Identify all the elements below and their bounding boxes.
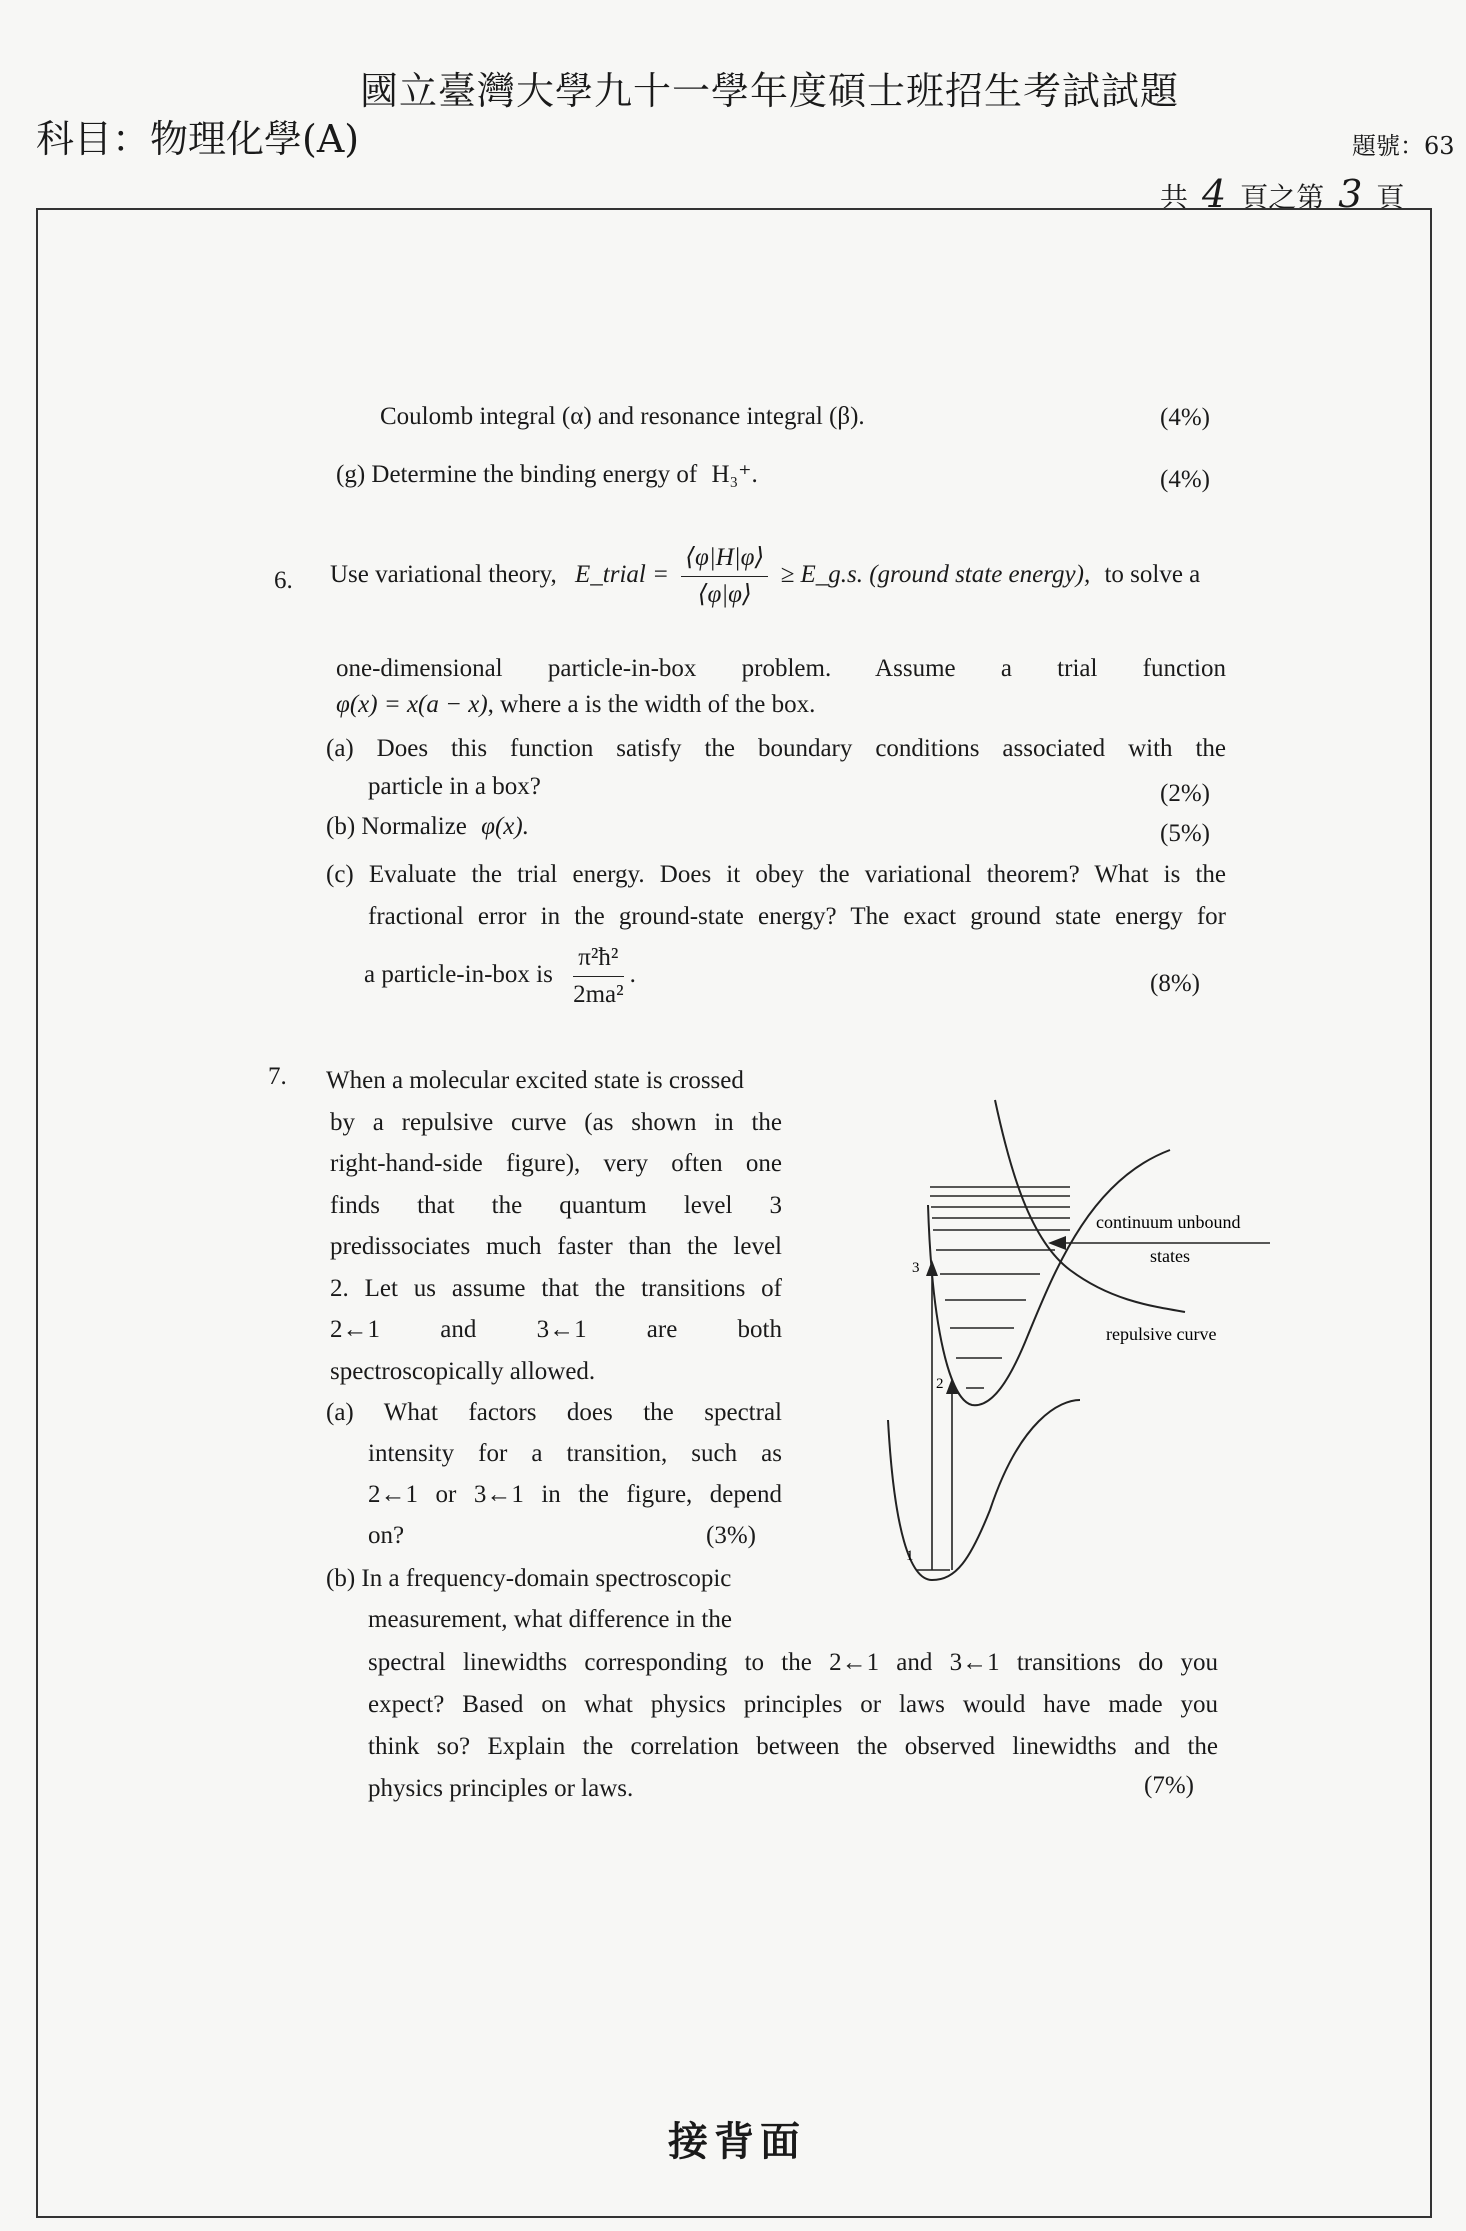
label-continuum: continuum unbound [1096, 1212, 1241, 1232]
q7-b-line-1: measurement, what difference in the [368, 1606, 732, 1633]
question-number: 題號：63 [1352, 132, 1455, 160]
q7-b-full-line-0: spectral linewidths corresponding to the 2←1 and 3←1 transitions do you [368, 1649, 1218, 1676]
pages-current: 3 [1338, 172, 1363, 216]
q6-tail: to solve a [1104, 561, 1201, 589]
q6-b-line [326, 810, 529, 844]
q7-stem-line-0: When a molecular excited state is crossed [326, 1067, 744, 1094]
q6-intro-line [330, 540, 1230, 613]
q7-a-line-2: 2←1 or 3←1 in the figure, depend [368, 1481, 782, 1508]
level-1-label: 1 [906, 1548, 914, 1564]
q7-a-pct: (3%) [706, 1522, 756, 1549]
q7-stem-line-5: 2. Let us assume that the transitions of [330, 1274, 782, 1302]
arrowhead-3 [926, 1260, 938, 1276]
q7-b-pct: (7%) [1144, 1772, 1194, 1799]
q6-c-line3-text: a particle-in-box is [364, 961, 553, 989]
label-states: states [1150, 1246, 1190, 1266]
level-2-label: 2 [936, 1376, 944, 1392]
q6-gs-text: (ground state energy), [869, 561, 1091, 589]
q7-stem-line-3: finds that the quantum level 3 [330, 1191, 782, 1219]
pages-post: 頁 [1376, 181, 1405, 214]
q6-e-trial: E_trial = [575, 561, 669, 589]
ground-state-curve [888, 1400, 1080, 1580]
q6-a-pct: (2%) [1160, 780, 1210, 807]
q7-b-full-line-3: physics principles or laws. [368, 1775, 634, 1802]
q6-c-pct: (8%) [1150, 970, 1200, 997]
q7-part-b-start [326, 1558, 782, 1640]
pages-total: 4 [1202, 172, 1227, 216]
q7-stem-line-2: right-hand-side figure), very often one [330, 1150, 782, 1177]
q7-stem-line-4: predissociates much faster than the level [330, 1233, 782, 1260]
q6-c-frac-numerator: π²ħ² [573, 940, 624, 977]
q6-line3 [336, 688, 815, 722]
q6-b-pct: (5%) [1160, 820, 1210, 847]
q6-c-line3 [364, 940, 636, 1013]
q6-a-line1: (a) Does this function satisfy the boundary conditions associated with the [326, 735, 1226, 762]
q6-c-line2: fractional error in the ground-state energy? The exact ground state energy for [368, 903, 1226, 930]
q6-line2: one-dimensional particle-in-box problem. Assume a trial function [336, 655, 1226, 682]
q7-b-full-line-2: think so? Explain the correlation between the observed linewidths and the [368, 1733, 1218, 1760]
q7-stem-line-7: spectroscopically allowed. [330, 1357, 596, 1385]
q7-part-b-full [368, 1642, 1218, 1810]
q6-c-dot: . [629, 961, 636, 989]
q6-trial-function: φ(x) = x(a − x) [336, 691, 488, 718]
pages-pre: 共 [1160, 181, 1189, 214]
q7-number: 7. [268, 1063, 287, 1090]
q5-f-line: Coulomb integral (α) and resonance integral (β). [380, 403, 865, 430]
q5-g-species: H₃⁺. [711, 461, 758, 488]
exam-title: 國立臺灣大學九十一學年度碩士班招生考試試題 [360, 69, 1180, 113]
q6-a-line2: particle in a box? [368, 773, 541, 800]
q7-stem [326, 1060, 782, 1392]
level-3-label: 3 [912, 1260, 920, 1276]
subject-label: 科目：物理化學(A) [36, 117, 360, 161]
q6-c-fraction [573, 940, 624, 1013]
q7-b-full-line-1: expect? Based on what physics principles or laws would have made you [368, 1691, 1218, 1718]
q6-number: 6. [274, 567, 293, 594]
q6-frac-numerator: ⟨φ|H|φ⟩ [681, 540, 768, 577]
q5-g-line [336, 458, 758, 492]
arrowhead-2 [946, 1378, 958, 1394]
pages-mid: 頁之第 [1240, 181, 1325, 214]
q7-a-line-0: (a) What factors does the spectral [326, 1399, 782, 1426]
q6-ge: ≥ E_g.s. [780, 561, 863, 589]
q7-stem-line-6: 2←1 and 3←1 are both [330, 1316, 782, 1343]
q5-f-pct: (4%) [1160, 404, 1210, 431]
q6-line3-rest: , where a is the width of the box. [487, 691, 816, 718]
excited-state-curve [928, 1150, 1170, 1405]
q6-b-func: φ(x). [481, 813, 529, 840]
label-repulsive: repulsive curve [1106, 1324, 1217, 1344]
q6-intro: Use variational theory, [330, 561, 557, 589]
q6-b-label: (b) Normalize [326, 813, 467, 840]
q6-frac-denominator: ⟨φ|φ⟩ [697, 581, 752, 608]
potential-energy-figure [870, 1090, 1290, 1590]
q6-c-frac-denominator: 2ma² [573, 981, 624, 1008]
q6-c-line1: (c) Evaluate the trial energy. Does it obey the variational theorem? What is the [326, 861, 1226, 888]
repulsive-curve [995, 1100, 1185, 1312]
q7-stem-line-1: by a repulsive curve (as shown in the [330, 1108, 782, 1136]
q7-a-line-3: on? [368, 1522, 405, 1549]
continue-on-back-note: 接背面 [668, 2118, 806, 2165]
q6-variational-fraction [681, 540, 768, 613]
q7-b-line-0: (b) In a frequency-domain spectroscopic [326, 1565, 732, 1592]
q5-g-pct: (4%) [1160, 466, 1210, 493]
q7-a-line-1: intensity for a transition, such as [368, 1440, 782, 1467]
q5-g-label: (g) Determine the binding energy of [336, 461, 698, 488]
unbound-arrowhead [1048, 1236, 1066, 1250]
